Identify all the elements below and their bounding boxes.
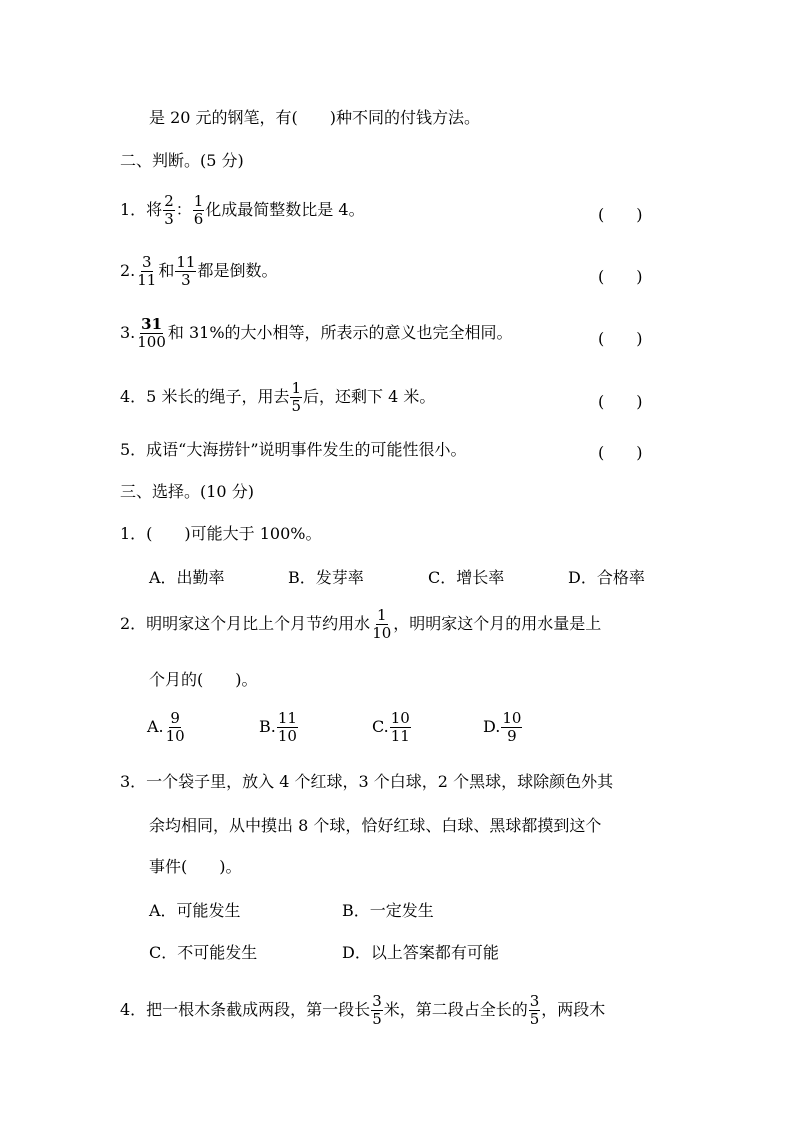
fraction-denominator: 11: [390, 727, 410, 745]
fraction-denominator: 10: [372, 624, 392, 642]
judge-item-5: 5．成语“大海捞针”说明事件发生的可能性很小。: [120, 440, 467, 459]
fraction-numerator: 1: [376, 606, 387, 624]
choice-q3-option-a[interactable]: A．可能发生: [149, 901, 241, 920]
section2-heading: 二、判断。(5 分): [120, 151, 244, 170]
fraction-denominator: 6: [193, 210, 204, 228]
fraction-denominator: 100: [137, 333, 166, 351]
fraction-numerator: 1: [193, 192, 204, 210]
choice-q3-option-c[interactable]: C．不可能发生: [149, 943, 258, 962]
fraction: [277, 710, 298, 745]
judge-item-4: [120, 380, 435, 415]
choice-q2-stem-a: 2．明明家这个月比上个月节约用水: [120, 614, 371, 633]
fraction: [529, 993, 541, 1028]
fraction: [390, 710, 411, 745]
fraction-denominator: 10: [277, 727, 297, 745]
fraction: [501, 710, 522, 745]
answer-blank[interactable]: ( ): [598, 267, 643, 286]
fraction-denominator: 9: [507, 727, 517, 745]
fraction-denominator: 5: [291, 397, 301, 415]
choice-q3-option-d[interactable]: D．以上答案都有可能: [342, 943, 499, 962]
judge-item-3-suffix: 和 31%的大小相等，所表示的意义也完全相同。: [167, 323, 513, 342]
judge-item-1: [120, 193, 365, 228]
judge-item-3: [120, 316, 513, 351]
choice-q4-stem: [120, 993, 605, 1028]
choice-q1-option-d[interactable]: D．合格率: [568, 568, 645, 587]
choice-q4-stem-a: 4．把一根木条截成两段，第一段长: [120, 1000, 371, 1019]
fraction-numerator: 1: [291, 379, 301, 397]
fraction-denominator: 5: [529, 1010, 540, 1028]
fraction-numerator: 10: [502, 709, 522, 727]
judge-item-3-prefix: 3.: [120, 323, 136, 342]
option-label: B.: [259, 717, 276, 736]
fraction: [193, 193, 205, 228]
fraction-numerator: 9: [170, 709, 180, 727]
fraction-denominator: 3: [164, 210, 174, 228]
choice-q2-option-d[interactable]: [483, 710, 523, 745]
judge-item-1-prefix: 1．将: [120, 200, 163, 219]
choice-q2-option-a[interactable]: [147, 710, 187, 745]
fraction-numerator: 11: [176, 253, 196, 271]
fraction: [290, 380, 302, 415]
judge-item-1-suffix: 化成最简整数比是 4。: [205, 200, 365, 219]
fraction-numerator: 3: [142, 253, 152, 271]
judge-item-2-mid: 和: [158, 261, 175, 280]
choice-q3-line-3: 事件( )。: [149, 857, 242, 876]
fraction: [163, 193, 175, 228]
fraction-numerator: 10: [390, 709, 410, 727]
judge-item-2-suffix: 都是倒数。: [197, 261, 278, 280]
option-label: D.: [483, 717, 501, 736]
answer-blank[interactable]: ( ): [598, 392, 643, 411]
option-label: C.: [372, 717, 389, 736]
fraction-denominator: 11: [137, 271, 157, 289]
choice-q1-option-c[interactable]: C．增长率: [428, 568, 505, 587]
fraction-denominator: 10: [165, 727, 185, 745]
judge-item-2-prefix: 2.: [120, 261, 136, 280]
fraction-numerator: 3: [372, 992, 382, 1010]
choice-q2-stem-b: ，明明家这个月的用水量是上: [393, 614, 602, 633]
choice-q3-line-1: 3．一个袋子里，放入 4 个红球，3 个白球，2 个黑球，球除颜色外其: [120, 772, 614, 791]
choice-q2-option-c[interactable]: [372, 710, 412, 745]
choice-q3-line-2: 余均相同，从中摸出 8 个球，恰好红球、白球、黑球都摸到这个: [149, 816, 602, 835]
continuation-line: 是 20 元的钢笔，有( )种不同的付钱方法。: [149, 108, 481, 127]
choice-q4-stem-c: ，两段木: [541, 1000, 606, 1019]
choice-q1-stem: 1．( )可能大于 100%。: [120, 524, 322, 543]
fraction: [136, 316, 167, 351]
answer-blank[interactable]: ( ): [598, 443, 643, 462]
ratio-colon: ：: [175, 200, 192, 219]
judge-item-2: [120, 254, 277, 289]
fraction-numerator: 11: [277, 709, 297, 727]
fraction: [371, 993, 383, 1028]
choice-q2-stem: [120, 607, 601, 642]
judge-item-4-prefix: 4．5 米长的绳子，用去: [120, 387, 290, 406]
fraction: [175, 254, 196, 289]
choice-q2-option-b[interactable]: [259, 710, 299, 745]
option-label: A.: [147, 717, 164, 736]
fraction: [165, 710, 186, 745]
fraction-numerator: 31: [141, 315, 163, 333]
answer-blank[interactable]: ( ): [598, 205, 643, 224]
fraction-denominator: 5: [372, 1010, 382, 1028]
choice-q1-option-a[interactable]: A．出勤率: [149, 568, 225, 587]
fraction-numerator: 2: [164, 192, 174, 210]
section3-heading: 三、选择。(10 分): [120, 482, 254, 501]
fraction-denominator: 3: [181, 271, 191, 289]
choice-q3-option-b[interactable]: B．一定发生: [342, 901, 434, 920]
choice-q1-option-b[interactable]: B．发芽率: [288, 568, 364, 587]
answer-blank[interactable]: ( ): [598, 329, 643, 348]
judge-item-4-suffix: 后，还剩下 4 米。: [303, 387, 436, 406]
choice-q2-stem-c: 个月的( )。: [149, 670, 258, 689]
choice-q4-stem-b: 米，第二段占全长的: [383, 1000, 528, 1019]
fraction-numerator: 3: [529, 992, 540, 1010]
fraction: [136, 254, 157, 289]
fraction: [371, 607, 392, 642]
